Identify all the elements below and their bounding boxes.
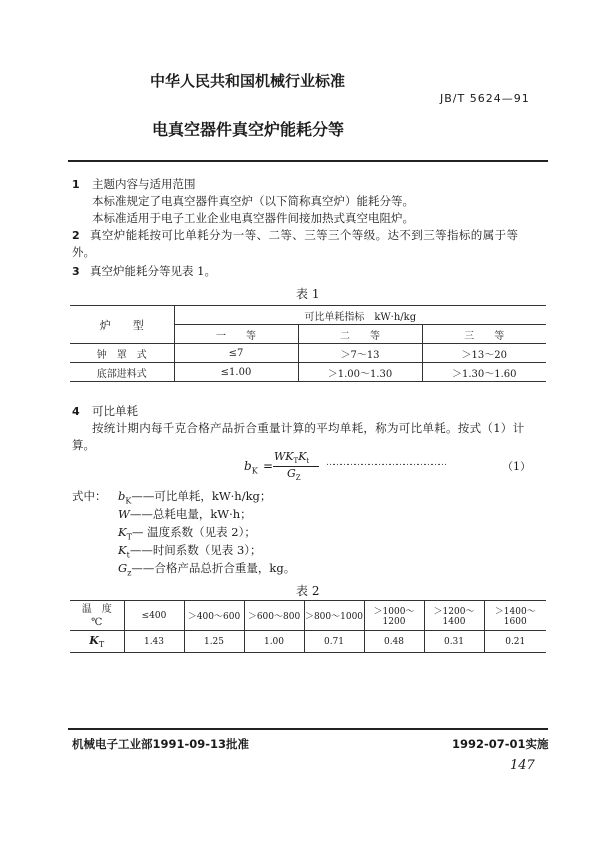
section-1-number: 1 [72,178,80,191]
legend-item: W——总耗电量，kW·h； [118,507,252,521]
table-1-cell: ＞1.00～1.30 [298,363,422,382]
approval-note: 机械电子工业部1991-09-13批准 [72,737,250,751]
table-1-cell: 钟 罩 式 [70,344,174,363]
table-1-header-indicator: 可比单耗指标 kW·h/kg [174,306,546,325]
table-1-cell: ＞13～20 [422,344,546,363]
table-2-range: ＞1400～1600 [484,601,546,631]
table-2-kt-label: $K_T$ [70,631,124,653]
table-1-cell: ≤1.00 [174,363,298,382]
section-3-number: 3 [72,265,80,278]
table-2-value: 1.25 [184,631,244,653]
section-2-number: 2 [72,229,80,242]
header-rule [68,160,548,162]
section-2-line-2: 外。 [72,245,95,259]
footer-rule [68,728,548,730]
table-row [70,363,546,382]
section-1-paragraph-1: 本标准规定了电真空器件真空炉（以下简称真空炉）能耗分等。 [92,194,414,208]
effective-date: 1992-07-01实施 [452,737,549,751]
table-1-caption: 表 1 [296,287,320,301]
section-2-line-1: 真空炉能耗按可比单耗分为一等、二等、三等三个等级。达不到三等指标的属于等 [90,228,519,242]
table-2-range: ≤400 [124,601,184,631]
table-1-header-furnace-type: 炉 型 [70,306,174,344]
page-number: 147 [510,758,535,773]
section-1-paragraph-2: 本标准适用于电子工业企业电真空器件间接加热式真空电阻炉。 [92,211,414,225]
legend-item: $K_t——$时间系数（见表 3）； [118,543,262,560]
table-2-temperature-label: 温 度 ℃ [70,601,124,631]
table-1 [70,305,546,382]
table-2-range: ＞1200～1400 [424,601,484,631]
table-1-cell: 底部进料式 [70,363,174,382]
formula-lhs: $b_K$ [244,459,258,476]
table-1-grade-3: 三 等 [422,325,546,344]
table-1-grade-1: 一 等 [174,325,298,344]
legend-intro: 式中： [72,489,107,503]
page-title: 电真空器件真空炉能耗分等 [152,120,345,139]
table-row [70,344,546,363]
formula-equals: = [263,459,274,473]
legend-item: $G_z——$合格产品总折合重量，kg。 [118,561,296,578]
formula-leader-dots: …………………………………………… [326,458,445,468]
legend-item: $K_T—$ 温度系数（见表 2）； [118,525,256,542]
table-2-value: 0.31 [424,631,484,653]
section-3-text: 真空炉能耗分等见表 1。 [90,264,216,278]
table-2-value: 0.21 [484,631,546,653]
table-2-value: 0.71 [304,631,364,653]
section-4-number: 4 [72,405,80,418]
section-4-line-1: 按统计期内每千克合格产品折合重量计算的平均单耗，称为可比单耗。按式（1）计 [92,421,525,435]
standard-org: 中华人民共和国机械行业标准 [150,72,346,90]
table-2-range: ＞400～600 [184,601,244,631]
table-2-range: ＞1000～1200 [364,601,424,631]
table-1-cell: ＞1.30～1.60 [422,363,546,382]
table-2 [70,600,546,653]
section-4-heading: 可比单耗 [92,404,138,418]
section-4-line-2: 算。 [72,438,95,452]
table-2-caption: 表 2 [296,584,320,598]
table-1-cell: ＞7～13 [298,344,422,363]
table-2-range: ＞800～1000 [304,601,364,631]
legend-item: $b_K——$可比单耗，kW·h/kg； [118,489,272,506]
table-1-grade-2: 二 等 [298,325,422,344]
section-1-heading: 主题内容与适用范围 [92,177,196,191]
table-2-value: 1.43 [124,631,184,653]
formula-numerator: $WK_TK_t$ [274,450,310,466]
table-2-value: 1.00 [244,631,304,653]
formula-number: （1） [502,460,531,473]
table-2-range: ＞600～800 [244,601,304,631]
table-1-cell: ≤7 [174,344,298,363]
standard-code: JB/T 5624—91 [440,92,530,105]
table-2-value: 0.48 [364,631,424,653]
formula-denominator: $G_Z$ [287,467,301,483]
